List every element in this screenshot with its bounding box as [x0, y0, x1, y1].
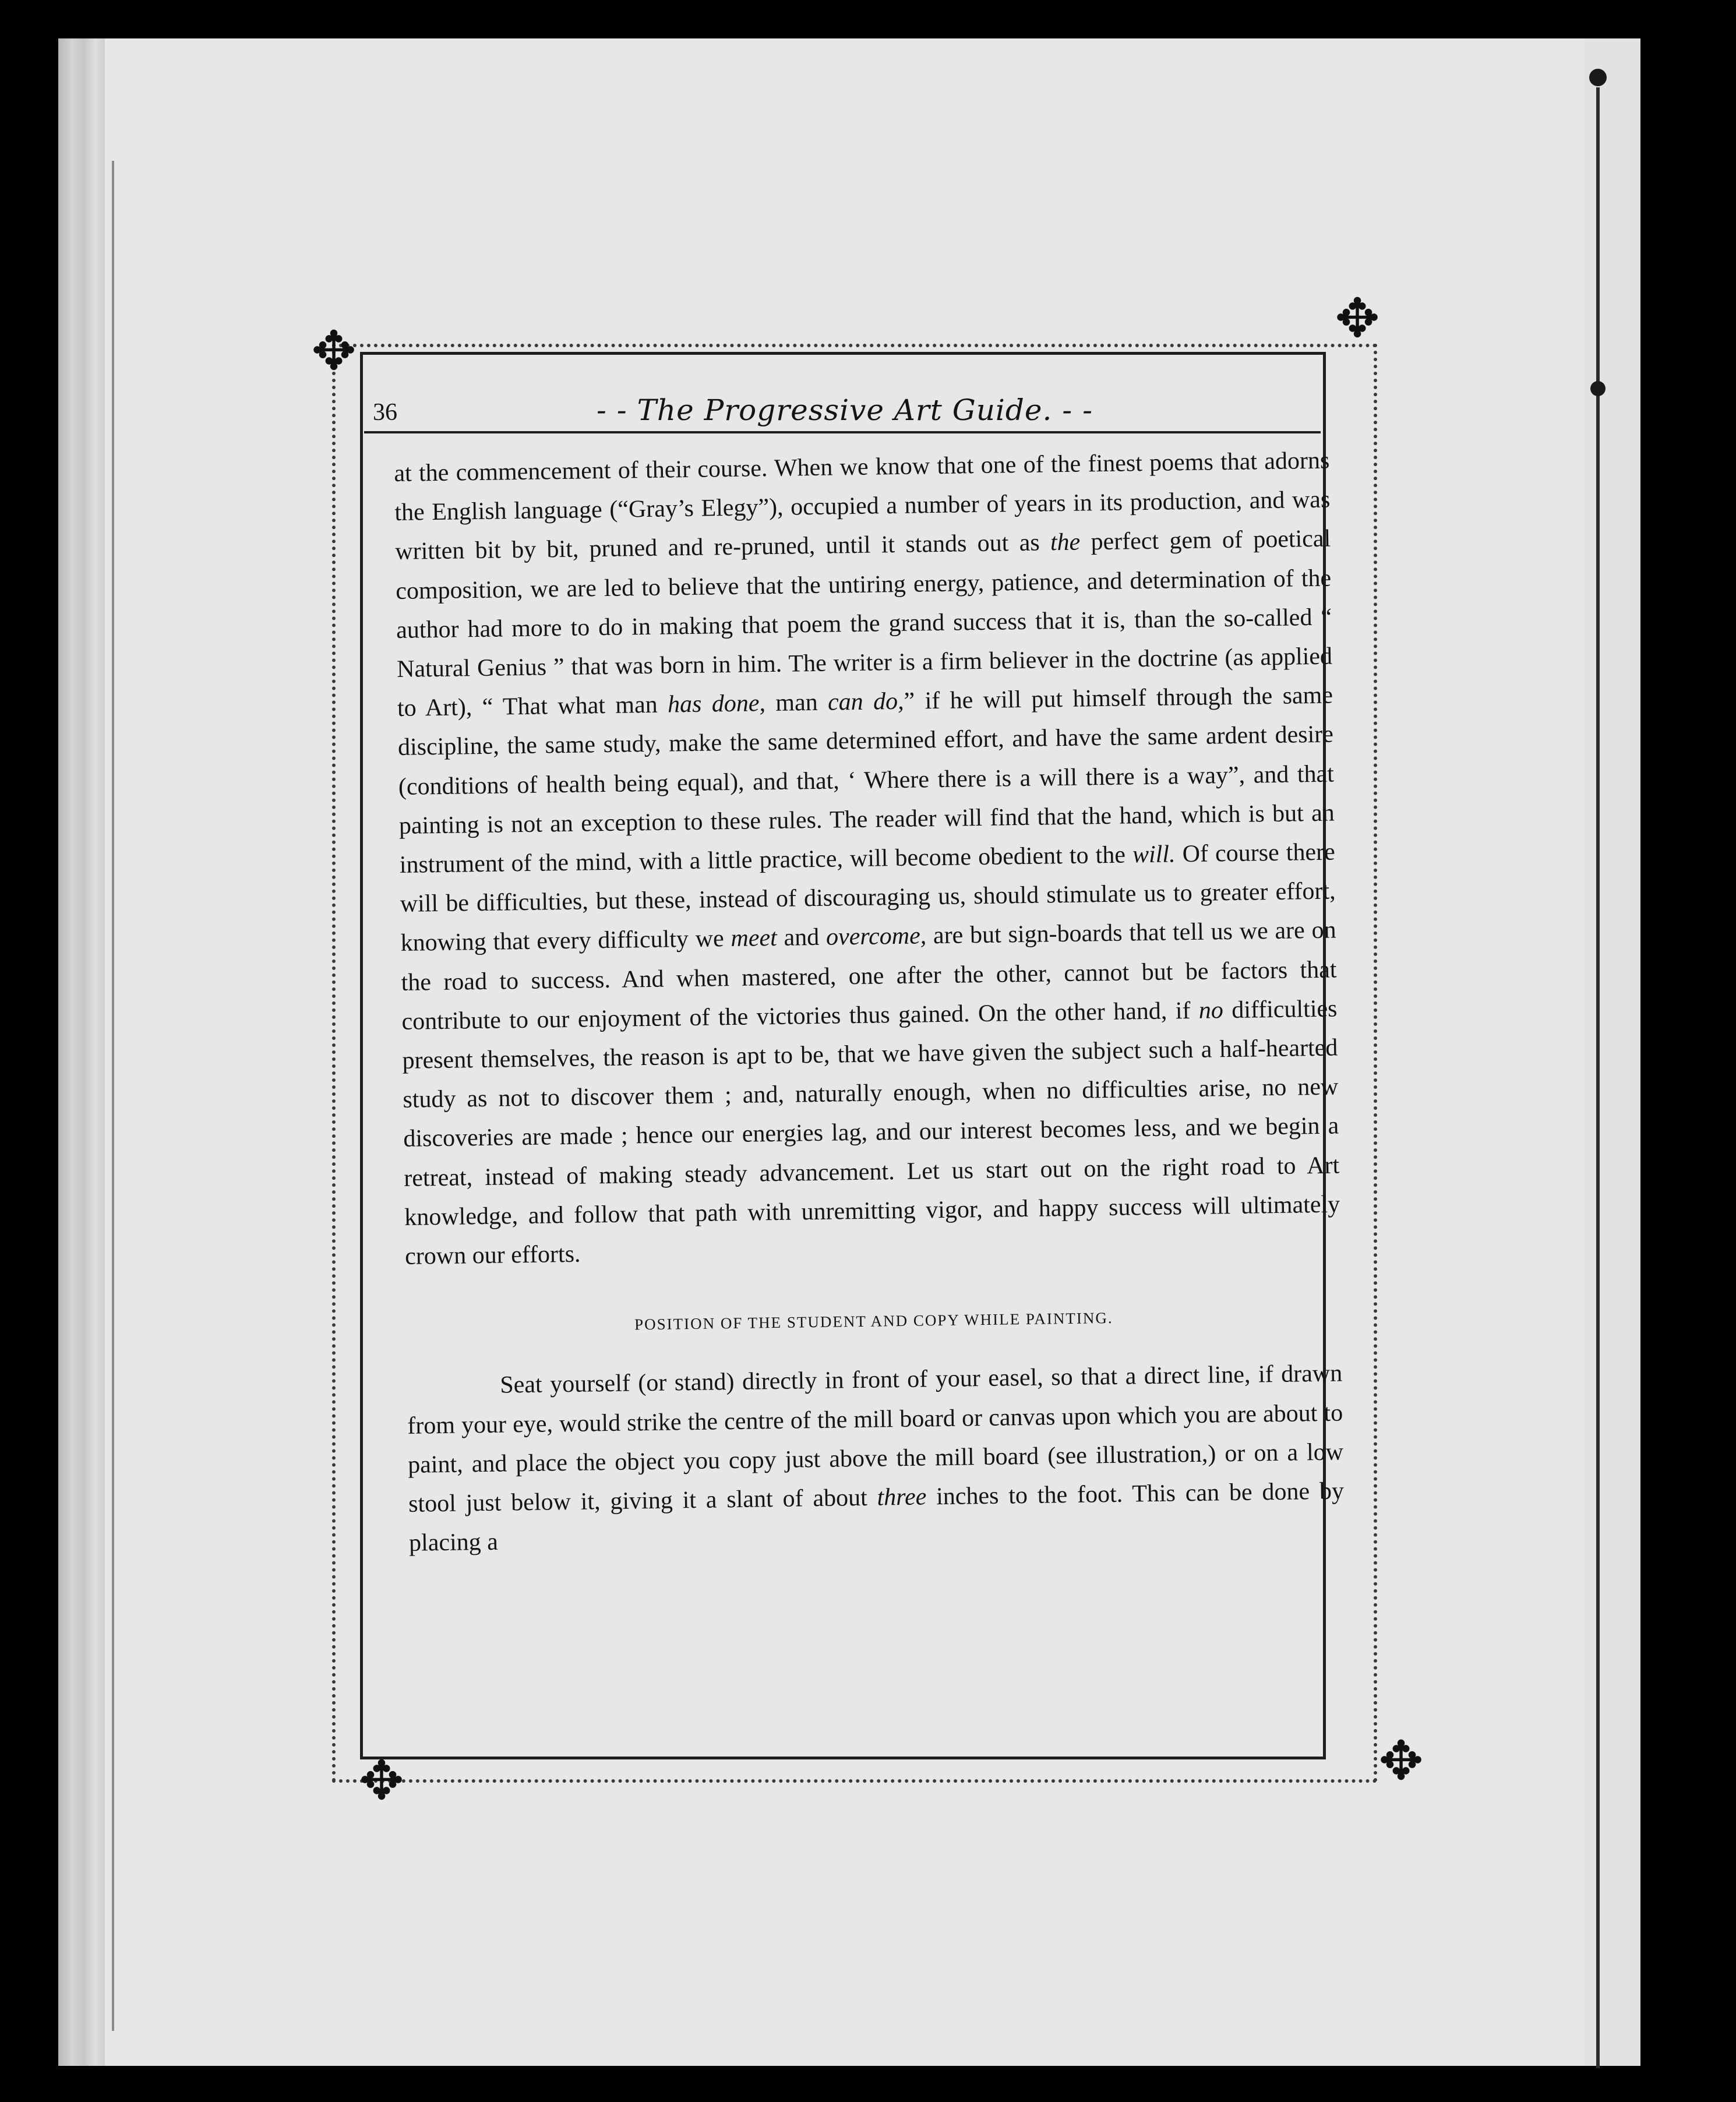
- text-run: are but sign-boards that tell us we are on the road to success. And when mastered, one after the other, cannot but be factors that contribute to our enjoyment of the victories thus gained. On the other hand, if: [401, 916, 1337, 1035]
- text-run: Of course there will be difficulties, but these, instead of discouraging us, should stimulate us to greater effort, knowing that every difficulty we: [400, 838, 1336, 957]
- italic-text: no: [1198, 997, 1224, 1024]
- running-title: - - The Progressive Art Guide. - -: [597, 393, 1093, 427]
- facing-page-edge: [1585, 38, 1640, 2066]
- text-run: and: [777, 924, 827, 952]
- corner-ornament-icon: ✥: [311, 322, 357, 381]
- corner-ornament-icon: ✥: [359, 1751, 404, 1811]
- text-run: difficulties present themselves, the reason is apt to be, that we have given the subject such a half-hearted study as not to discover them ; and, naturally enough, when no difficulties arise, no new discoveries are made ; hence our energies lag, and our interest becomes less, and we begin a retreat, instead of making steady advancement. Let us start out on the right road to Art knowledge, and follow that path with unremitting vigor, and happy success will ultimately crown our efforts.: [402, 995, 1340, 1270]
- italic-text: overcome,: [825, 922, 927, 951]
- section-heading: POSITION OF THE STUDENT AND COPY WHILE PAINTING.: [634, 1309, 1113, 1334]
- italic-text: three: [877, 1483, 927, 1511]
- header-rule: [364, 431, 1321, 433]
- book-spine-edge: [58, 38, 105, 2066]
- paragraph: [407, 1355, 1345, 1563]
- text-run: ” if he will put himself through the same discipline, the same study, make the same determined effort, and have the same ardent desire (conditions of health being equal), and that, ‘ Where there is a will there is a way”, and that painting is not an exception to these rules. The reader will find that the hand, which is but an instrument of the mind, with a little practice, will become obedient to the: [397, 682, 1335, 879]
- body-text: [394, 442, 1345, 1564]
- text-run: at the commencement of their course. When we know that one of the finest poems that adorns the English language (“Gray’s Elegy”), occupied a number of years in its production, and was written bit by bit, pruned and re-pruned, until it stands out as: [394, 447, 1331, 566]
- text-run: perfect gem of poetical composition, we are led to believe that the untiring energy, patience, and determination of the author had more to do in making that poem the grand success that it is, than the so-called “ Natural Genius ” that was born in him. The writer is a firm believer in the doctrine (as applied to Art), “ That what man: [395, 525, 1333, 722]
- italic-text: can do,: [827, 688, 904, 716]
- italic-text: the: [1050, 528, 1081, 556]
- paragraph: [394, 442, 1341, 1277]
- text-run: inches to the foot. This can be done by placing a: [408, 1477, 1345, 1557]
- italic-text: will.: [1132, 841, 1176, 869]
- italic-text: has done,: [667, 690, 766, 718]
- page-number: 36: [373, 399, 397, 426]
- corner-ornament-icon: ✥: [1378, 1731, 1424, 1791]
- binding-mark: [1590, 381, 1606, 396]
- corner-ornament-icon: ✥: [1335, 289, 1380, 348]
- italic-text: meet: [731, 925, 778, 953]
- text-run: Seat yourself (or stand) directly in front of your easel, so that a direct line, if drawn from your eye, would strike the centre of the mill board or canvas upon which you are about to paint, and place the object you copy just above the mill board (see illustration,) or on a low stool just below it, giving it a slant of about: [407, 1360, 1344, 1518]
- binding-mark: [1589, 69, 1607, 86]
- text-run: man: [765, 689, 828, 717]
